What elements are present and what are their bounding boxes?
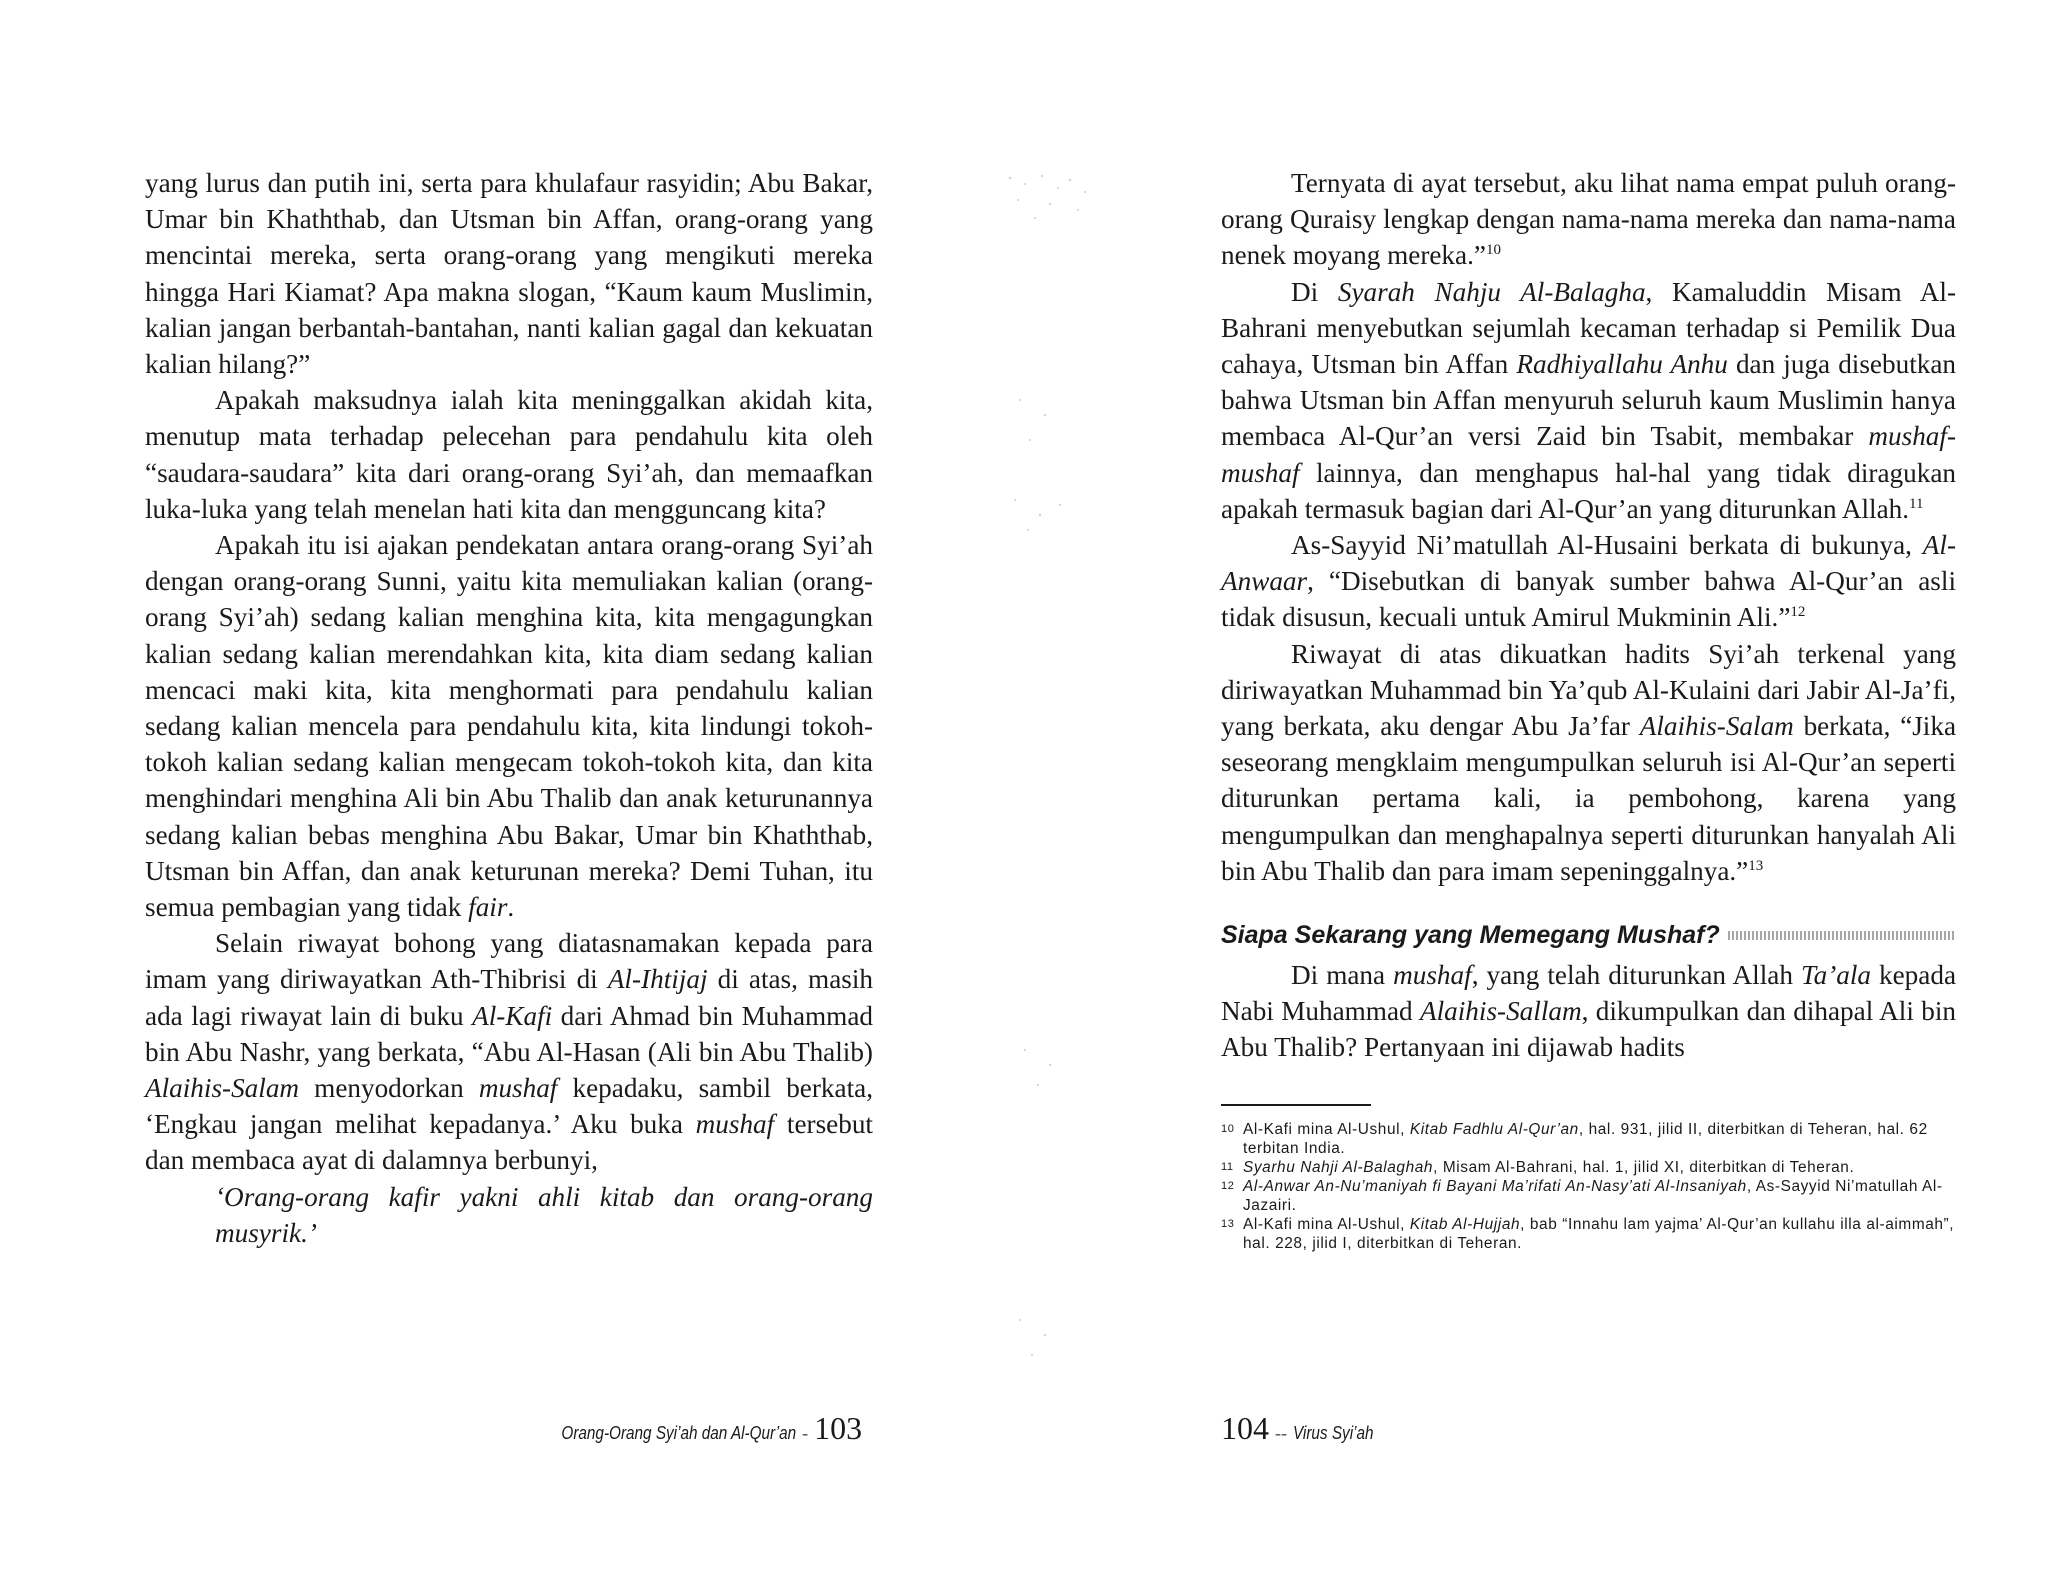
footnote-reference: 10 — [1485, 242, 1501, 259]
footnote-reference: 12 — [1790, 604, 1806, 621]
italic-text: mushaf — [478, 1073, 558, 1104]
footnote-text — [1243, 1121, 1928, 1157]
text-run: . — [507, 892, 515, 923]
heading-dotted-rule — [1728, 931, 1956, 940]
left-page — [0, 0, 960, 1582]
text-run: Riwayat di atas dikuatkan hadits Syi’ah terkenal yang diriwayatkan Muhammad bin Ya’qub Al-Kulaini dari Jabir Al-Ja’fi, yang berkata, aku dengar Abu Ja’far — [1221, 638, 1956, 742]
footnote — [1221, 1120, 1956, 1158]
text-run: kepada Nabi Muhammad — [1221, 960, 1957, 1027]
italic-text: Kitab Al-Hujjah — [1409, 1215, 1521, 1233]
italic-text: Alaihis-Salam — [145, 1073, 300, 1104]
text-run: menyodorkan — [299, 1073, 479, 1104]
text-run: dan juga disebutkan bahwa Utsman bin Affan menyuruh seluruh kaum Muslimin hanya membaca Al-Qur’an versi Zaid bin Tsabit, membakar — [1221, 349, 1956, 452]
italic-text: Alaihis-Sallam — [1419, 996, 1582, 1027]
footer-dash: - — [802, 1423, 809, 1443]
text-run: , bab “Innahu lam yajma’ Al-Qur’an kullahu illa al-aimmah”, hal. 228, jilid I, diterbitkan di Teheran. — [1243, 1215, 1955, 1252]
footnote-text — [1243, 1178, 1943, 1214]
italic-text: Al-Anwar An-Nu’maniyah fi Bayani Ma’rifati An-Nasy’ati Al-Insaniyah — [1243, 1177, 1747, 1195]
running-footer-left — [520, 1410, 862, 1447]
text-run: Di mana — [1291, 960, 1394, 991]
running-title: Orang-Orang Syi’ah dan Al-Qur’an — [561, 1423, 797, 1443]
right-page — [1000, 0, 2048, 1582]
text-run: , As-Sayyid Ni’matullah Al-Jazairi. — [1243, 1177, 1943, 1214]
italic-text: mushaf-mushaf — [1221, 421, 1956, 488]
footnote-number: 10 — [1221, 1122, 1235, 1135]
page-number: 104 — [1221, 1410, 1269, 1446]
paragraph — [1221, 274, 1956, 527]
italic-text: Al-Kafi — [472, 1000, 553, 1031]
paragraph — [145, 925, 873, 1178]
italic-text: Radhiyallahu Anhu — [1516, 349, 1728, 380]
text-run: Al-Kafi mina Al-Ushul, — [1243, 1120, 1410, 1138]
section-heading — [1221, 917, 1956, 953]
right-text-column — [1221, 165, 1956, 1253]
text-run: , yang telah diturunkan Allah — [1471, 960, 1801, 991]
text-run: kepadaku, sambil berkata, ‘Engkau jangan melihat kepadanya.’ Aku buka — [145, 1073, 873, 1140]
text-run: Selain riwayat bohong yang diatasnamakan kepada para imam yang diriwayatkan Ath-Thibrisi di — [145, 928, 873, 995]
footnote — [1221, 1177, 1956, 1215]
footnote — [1221, 1158, 1956, 1177]
paragraph — [145, 382, 873, 527]
text-run: , dikumpulkan dan dihapal Ali bin Abu Thalib? Pertanyaan ini dijawab hadits — [1221, 996, 1956, 1063]
footnote-number: 13 — [1221, 1217, 1235, 1230]
text-run: Apakah maksudnya ialah kita meninggalkan akidah kita, menutup mata terhadap pelecehan para pendahulu kita oleh “saudara-saudara” kita dari orang-orang Syi’ah, dan memaafkan luka-luka yang telah menelan hati kita dan mengguncang kita? — [145, 385, 873, 524]
footnote-rule — [1221, 1104, 1371, 1106]
footnote-number: 11 — [1221, 1160, 1234, 1173]
section-heading-text: Siapa Sekarang yang Memegang Mushaf? — [1221, 921, 1720, 950]
text-run: dari Ahmad bin Muhammad bin Abu Nashr, yang berkata, “Abu Al-Hasan (Ali bin Abu Thalib) — [145, 1000, 873, 1067]
text-run: Al-Kafi mina Al-Ushul, — [1243, 1215, 1410, 1233]
paragraph — [1221, 636, 1956, 889]
text-run: lainnya, dan menghapus hal-hal yang tidak diragukan apakah termasuk bagian dari Al-Qur’an yang diturunkan Allah. — [1221, 457, 1956, 524]
running-title: Virus Syi’ah — [1293, 1423, 1374, 1443]
text-run: Ternyata di ayat tersebut, aku lihat nama empat puluh orang-orang Quraisy lengkap dengan nama-nama mereka dan nama-nama nenek moyang mereka.” — [1221, 168, 1956, 271]
italic-text: mushaf — [1393, 960, 1472, 991]
italic-text: mushaf — [695, 1109, 775, 1140]
footnote-reference: 11 — [1909, 495, 1924, 512]
paragraph — [1221, 165, 1956, 274]
running-footer-right — [1221, 1410, 1388, 1447]
italic-text: Ta’ala — [1800, 960, 1871, 991]
text-run: , Misam Al-Bahrani, hal. 1, jilid XI, diterbitkan di Teheran. — [1433, 1158, 1855, 1176]
italic-text: Al-Ihtijaj — [607, 964, 708, 995]
text-run: , hal. 931, jilid II, diterbitkan di Teheran, hal. 62 terbitan India. — [1243, 1120, 1928, 1157]
text-run: , Kamaluddin Misam Al-Bahrani menyebutkan sejumlah kecaman terhadap si Pemilik Dua cahaya, Utsman bin Affan — [1221, 276, 1957, 380]
text-run: , “Disebutkan di banyak sumber bahwa Al-Qur’an asli tidak disusun, kecuali untuk Amirul Mukminin Ali.” — [1221, 566, 1956, 633]
footnotes — [1221, 1120, 1956, 1253]
italic-text: Kitab Fadhlu Al-Qur’an — [1409, 1120, 1579, 1138]
left-text-column — [145, 165, 873, 1251]
paragraph — [145, 527, 873, 925]
text-run: As-Sayyid Ni’matullah Al-Husaini berkata di bukunya, — [1291, 530, 1923, 561]
text-run: tersebut dan membaca ayat di dalamnya berbunyi, — [145, 1109, 873, 1176]
quoted-verse: ‘Orang-orang kafir yakni ahli kitab dan orang-orang musyrik.’ — [215, 1181, 873, 1248]
text-run: Apakah itu isi ajakan pendekatan antara orang-orang Syi’ah dengan orang-orang Sunni, yaitu kita memuliakan kalian (orang-orang Syi’ah) sedang kalian menghina kita, kita mengagungkan kalian sedang kalian merendahkan kita, kita diam sedang kalian mencaci maki kita, kita menghormati para pendahulu kalian sedang kalian mencela para pendahulu kita, kita lindungi tokoh-tokoh kalian sedang kalian mengecam tokoh-tokoh kita, dan kita menghindari menghina Ali bin Abu Thalib dan anak keturunannya sedang kalian bebas menghina Abu Bakar, Umar bin Khaththab, Utsman bin Affan, dan anak keturunan mereka? Demi Tuhan, itu semua pembagian yang tidak — [145, 530, 873, 923]
footnote-text — [1243, 1216, 1954, 1252]
footnote — [1221, 1215, 1956, 1253]
text-run: berkata, “Jika seseorang mengklaim mengumpulkan seluruh isi Al-Qur’an seperti diturunkan pertama kali, ia pembohong, karena yang mengumpulkan dan menghapalnya seperti diturunkan hanyalah Ali bin Abu Thalib dan para imam sepeninggalnya.” — [1221, 711, 1957, 886]
italic-text: Al-Anwaar — [1221, 530, 1956, 597]
footnote-text — [1243, 1159, 1854, 1176]
footnote-number: 12 — [1221, 1179, 1235, 1192]
italic-text: Alaihis-Salam — [1639, 711, 1794, 742]
paragraph — [145, 165, 873, 382]
text-run: Di — [1291, 276, 1338, 307]
paragraph — [1221, 527, 1956, 636]
italic-text: Syarhu Nahji Al-Balaghah — [1243, 1158, 1434, 1176]
footnote-reference: 13 — [1748, 857, 1764, 874]
paragraph — [1221, 957, 1956, 1066]
footer-dash: -- — [1275, 1423, 1287, 1443]
text-run: di atas, masih ada lagi riwayat lain di buku — [145, 964, 873, 1031]
text-run: yang lurus dan putih ini, serta para khulafaur rasyidin; Abu Bakar, Umar bin Khaththab, dan Utsman bin Affan, orang-orang yang mencintai mereka, serta orang-orang yang mengikuti mereka hingga Hari Kiamat? Apa makna slogan, “Kaum kaum Muslimin, kalian jangan berbantah-bantahan, nanti kalian gagal dan kekuatan kalian hilang?” — [145, 168, 873, 380]
italic-text: Syarah Nahju Al-Balagha — [1337, 276, 1646, 307]
italic-text: fair — [468, 892, 508, 923]
page-number: 103 — [814, 1410, 863, 1446]
